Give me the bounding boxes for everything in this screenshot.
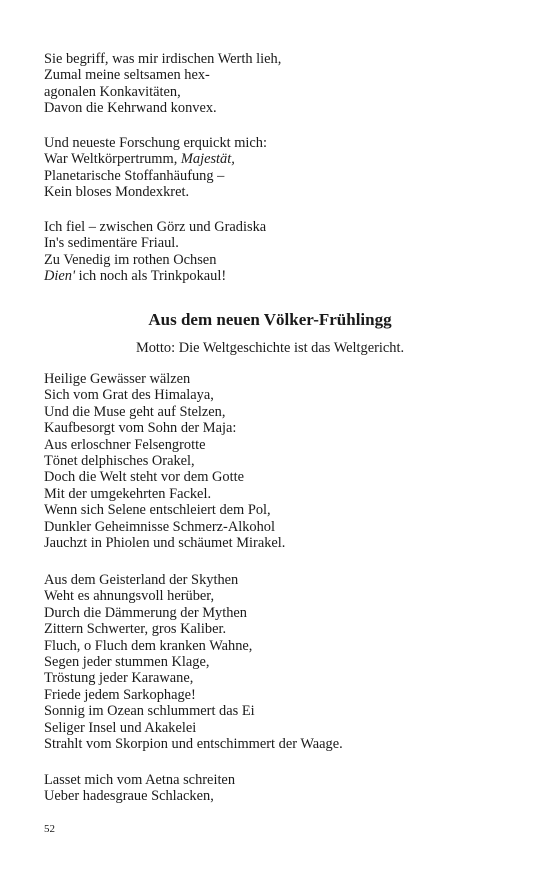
verse-line: Segen jeder stummen Klage, bbox=[44, 654, 210, 671]
verse-line: Durch die Dämmerung der Mythen bbox=[44, 604, 248, 621]
verse-line: Sonnig im Ozean schlummert das Ei bbox=[44, 703, 255, 720]
verse-line: Davon die Kehrwand konvex. bbox=[44, 100, 217, 117]
verse-line: Ich fiel – zwischen Görz und Gradiska bbox=[44, 219, 267, 235]
verse-line: Dunkler Geheimnisse Schmerz-Alkohol bbox=[44, 518, 275, 535]
poem2-stanza3 bbox=[44, 772, 235, 805]
verse-line: Fluch, o Fluch dem kranken Wahne, bbox=[44, 637, 253, 654]
poem2-stanza1 bbox=[44, 371, 285, 551]
verse-line: Kein bloses Mondexkret. bbox=[44, 184, 190, 201]
poem1-stanza2 bbox=[44, 135, 267, 201]
verse-line: Und neueste Forschung erquickt mich: bbox=[44, 135, 268, 151]
verse-line: Seliger Insel und Akakelei bbox=[44, 719, 197, 736]
verse-italic-text: Dien' bbox=[44, 268, 76, 285]
verse-line: Doch die Welt steht vor dem Gotte bbox=[44, 469, 244, 486]
verse-line: Zittern Schwerter, gros Kaliber. bbox=[44, 621, 227, 638]
verse-line: Strahlt vom Skorpion und entschimmert der Waage. bbox=[44, 736, 343, 753]
verse-line: Tröstung jeder Karawane, bbox=[44, 670, 194, 687]
verse-line: Ueber hadesgraue Schlacken, bbox=[44, 788, 214, 805]
verse-line: Mit der umgekehrten Fackel. bbox=[44, 485, 212, 502]
verse-line bbox=[44, 268, 266, 284]
verse-line: Lasset mich vom Aetna schreiten bbox=[44, 772, 236, 788]
verse-line: Aus dem Geisterland der Skythen bbox=[44, 572, 239, 588]
poem2-stanza2 bbox=[44, 572, 343, 752]
verse-line: Weht es ahnungsvoll herüber, bbox=[44, 588, 215, 605]
verse-line: Planetarische Stoffanhäufung – bbox=[44, 167, 225, 184]
poem-motto: Motto: Die Weltgeschichte ist das Weltgericht. bbox=[135, 340, 405, 356]
verse-line: Sich vom Grat des Himalaya, bbox=[44, 387, 214, 404]
verse-line: Aus erloschner Felsengrotte bbox=[44, 436, 206, 453]
page-number: 52 bbox=[44, 823, 55, 835]
verse-line: Zumal meine seltsamen hex- bbox=[44, 67, 210, 84]
verse-line: Heilige Gewässer wälzen bbox=[44, 371, 191, 387]
verse-line: Und die Muse geht auf Stelzen, bbox=[44, 403, 226, 420]
verse-line: Tönet delphisches Orakel, bbox=[44, 453, 195, 470]
verse-text: War Weltkörpertrumm, bbox=[44, 151, 181, 168]
verse-line: In's sedimentäre Friaul. bbox=[44, 235, 179, 252]
poem-title: Aus dem neuen Völker-Frühlingg bbox=[148, 310, 392, 329]
poem1-stanza1 bbox=[44, 51, 281, 117]
verse-italic-text: Majestät, bbox=[180, 151, 235, 168]
verse-line: Friede jedem Sarkophage! bbox=[44, 686, 196, 703]
poem1-stanza3 bbox=[44, 219, 266, 285]
verse-line bbox=[44, 151, 267, 167]
verse-line: Jauchzt in Phiolen und schäumet Mirakel. bbox=[44, 535, 286, 552]
verse-line: Sie begriff, was mir irdischen Werth lieh, bbox=[44, 51, 282, 67]
verse-line: agonalen Konkavitäten, bbox=[44, 83, 181, 100]
verse-text: ich noch als Trinkpokaul! bbox=[75, 268, 227, 285]
verse-line: Kaufbesorgt vom Sohn der Maja: bbox=[44, 420, 237, 437]
verse-line: Wenn sich Selene entschleiert dem Pol, bbox=[44, 502, 271, 519]
verse-line: Zu Venedig im rothen Ochsen bbox=[44, 251, 217, 268]
